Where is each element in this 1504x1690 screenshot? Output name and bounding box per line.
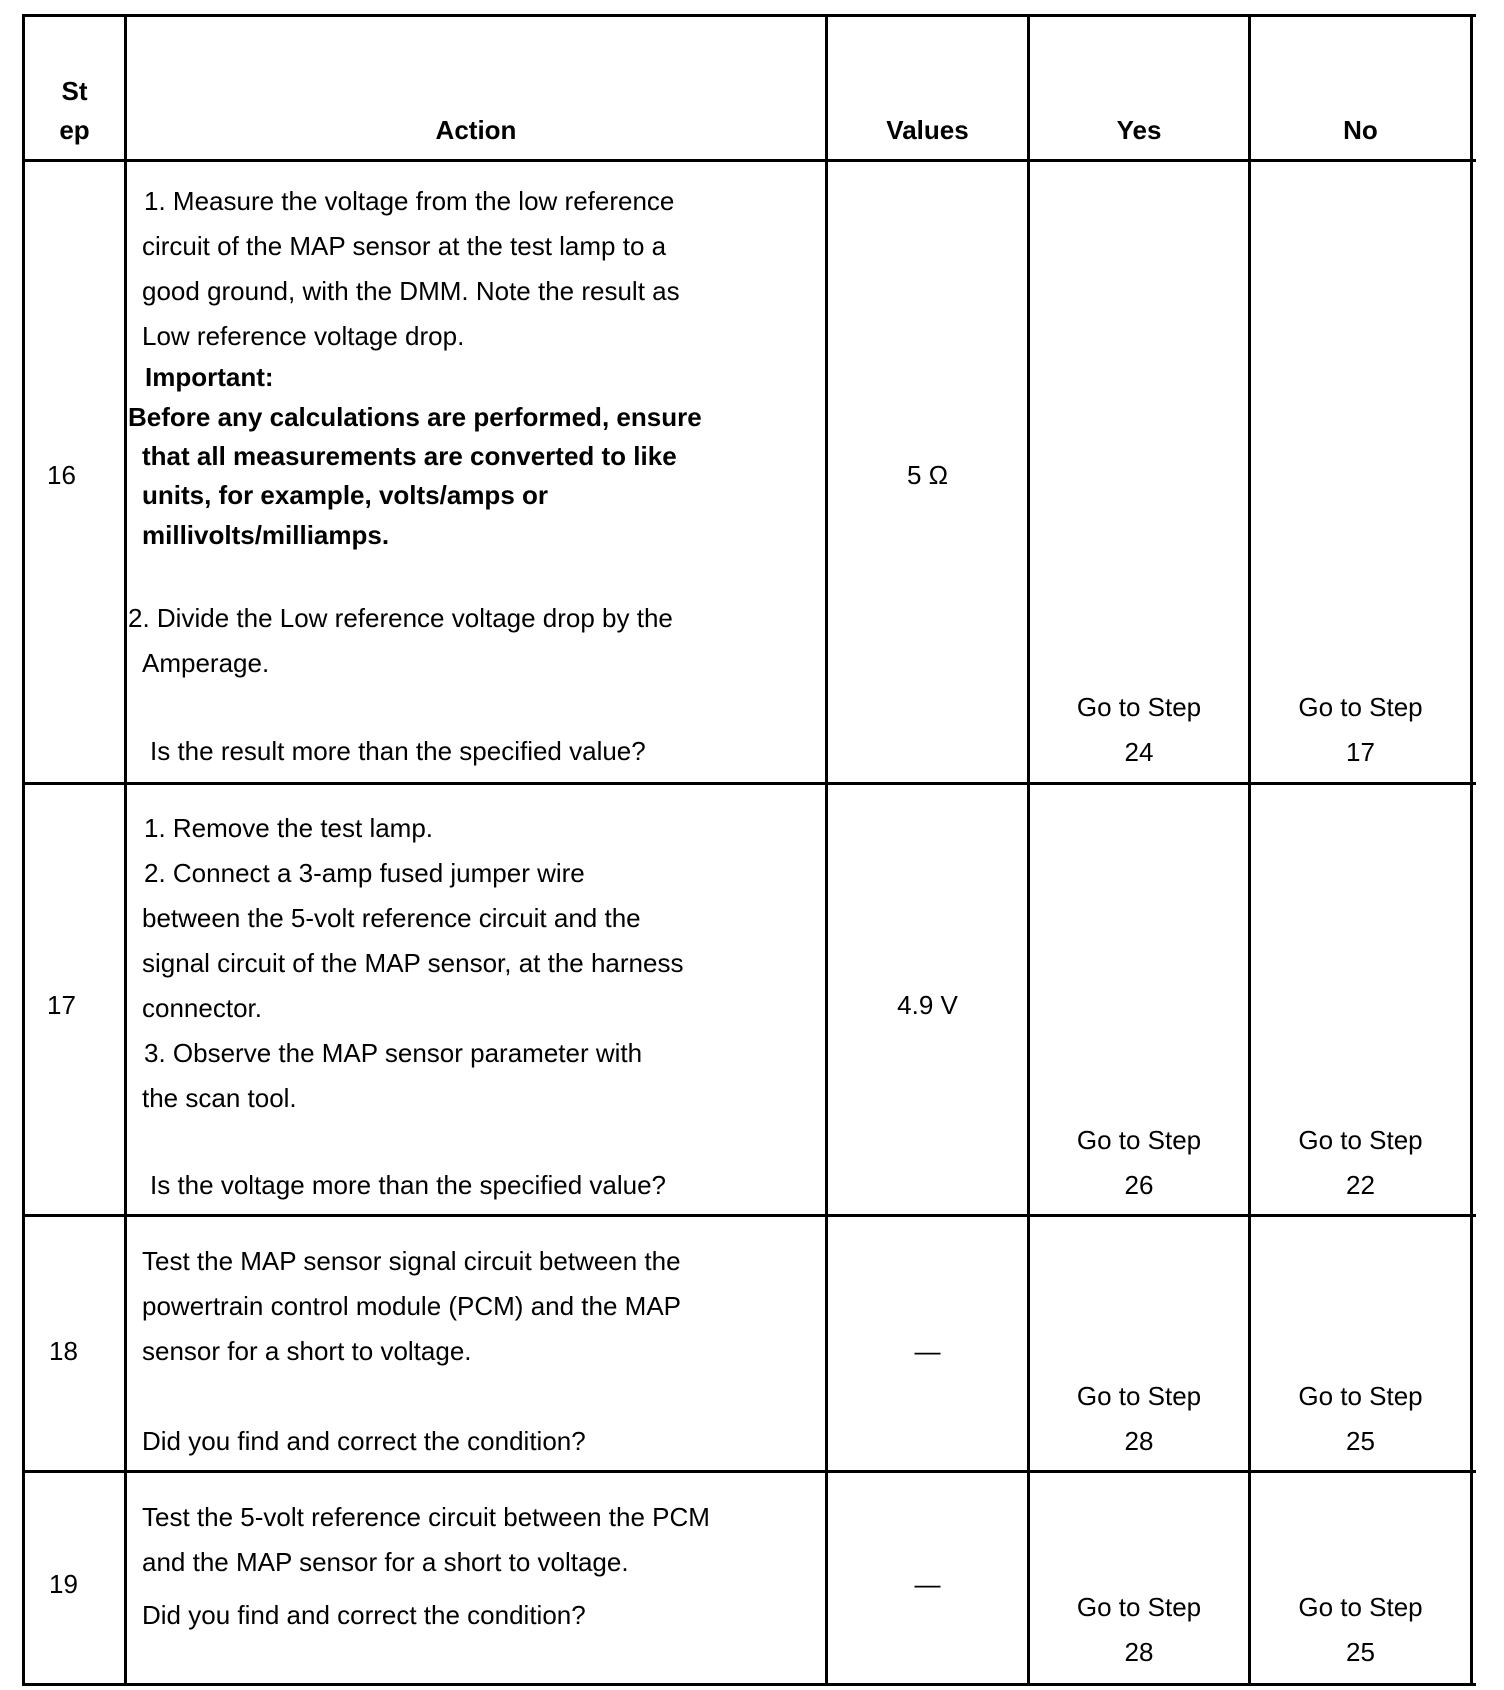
table-border-left — [22, 14, 25, 1686]
value-cell: — — [914, 1336, 941, 1366]
table-border-bottom — [22, 1683, 1476, 1686]
step-number: 19 — [49, 1569, 78, 1599]
step-number: 16 — [47, 460, 76, 490]
action-text: connector. — [142, 993, 262, 1023]
header-step-line1: St — [61, 76, 88, 106]
column-divider — [825, 14, 828, 1686]
row-divider — [22, 1470, 1476, 1473]
action-text: good ground, with the DMM. Note the result as — [142, 276, 680, 306]
no-goto-step: 22 — [1346, 1170, 1375, 1200]
action-text: 2. Divide the Low reference voltage drop by the — [128, 603, 673, 633]
value-cell: 4.9 V — [897, 990, 958, 1020]
header-divider — [22, 159, 1476, 162]
no-goto: Go to Step — [1298, 1381, 1423, 1411]
action-text: signal circuit of the MAP sensor, at the harness — [142, 948, 684, 978]
step-number: 17 — [47, 990, 76, 1020]
action-question: Is the result more than the specified value? — [150, 736, 646, 766]
no-goto: Go to Step — [1298, 1592, 1423, 1622]
yes-goto-step: 28 — [1124, 1426, 1154, 1456]
yes-goto: Go to Step — [1076, 1125, 1202, 1155]
important-note: units, for example, volts/amps or — [142, 480, 548, 510]
diagnostic-table — [22, 14, 1476, 1686]
header-action: Action — [435, 115, 517, 145]
no-goto-step: 17 — [1346, 737, 1375, 767]
action-question: Did you find and correct the condition? — [142, 1600, 586, 1630]
important-note: Before any calculations are performed, ensure — [128, 402, 702, 432]
row-divider — [22, 782, 1476, 785]
row-divider — [22, 1214, 1476, 1217]
important-label: Important: — [145, 362, 274, 392]
action-text: Amperage. — [142, 648, 270, 678]
value-cell: 5 Ω — [906, 460, 949, 490]
action-text: the scan tool. — [142, 1083, 297, 1113]
action-text: sensor for a short to voltage. — [142, 1336, 472, 1366]
no-goto: Go to Step — [1298, 1125, 1423, 1155]
table-border-top — [22, 14, 1476, 17]
action-text: Low reference voltage drop. — [142, 321, 465, 351]
action-text: 1. Remove the test lamp. — [144, 813, 434, 843]
action-text: and the MAP sensor for a short to voltage. — [142, 1547, 629, 1577]
no-goto-step: 25 — [1346, 1426, 1375, 1456]
column-divider — [124, 14, 127, 1686]
action-text: Test the MAP sensor signal circuit between the — [142, 1246, 681, 1276]
yes-goto: Go to Step — [1076, 1592, 1202, 1622]
header-step-line2: ep — [59, 115, 90, 145]
header-values: Values — [886, 115, 969, 145]
yes-goto: Go to Step — [1076, 692, 1202, 722]
action-text: powertrain control module (PCM) and the MAP — [142, 1291, 682, 1321]
yes-goto-step: 24 — [1124, 737, 1154, 767]
yes-goto-step: 28 — [1124, 1637, 1154, 1667]
header-yes: Yes — [1116, 115, 1162, 145]
important-note: millivolts/milliamps. — [142, 520, 390, 550]
table-border-right — [1470, 14, 1473, 1686]
action-text: 3. Observe the MAP sensor parameter with — [144, 1038, 643, 1068]
action-text: 1. Measure the voltage from the low reference — [144, 186, 675, 216]
important-note: that all measurements are converted to like — [142, 441, 677, 471]
action-text: 2. Connect a 3-amp fused jumper wire — [144, 858, 585, 888]
yes-goto-step: 26 — [1124, 1170, 1154, 1200]
no-goto-step: 25 — [1346, 1637, 1375, 1667]
value-cell: — — [914, 1569, 941, 1599]
yes-goto: Go to Step — [1076, 1381, 1202, 1411]
action-question: Is the voltage more than the specified value? — [150, 1170, 666, 1200]
action-text: Test the 5-volt reference circuit between the PCM — [142, 1502, 710, 1532]
action-text: between the 5-volt reference circuit and the — [142, 903, 641, 933]
action-text: circuit of the MAP sensor at the test lamp to a — [142, 231, 667, 261]
step-number: 18 — [49, 1336, 78, 1366]
no-goto: Go to Step — [1298, 692, 1423, 722]
header-no: No — [1343, 115, 1378, 145]
action-question: Did you find and correct the condition? — [142, 1426, 586, 1456]
